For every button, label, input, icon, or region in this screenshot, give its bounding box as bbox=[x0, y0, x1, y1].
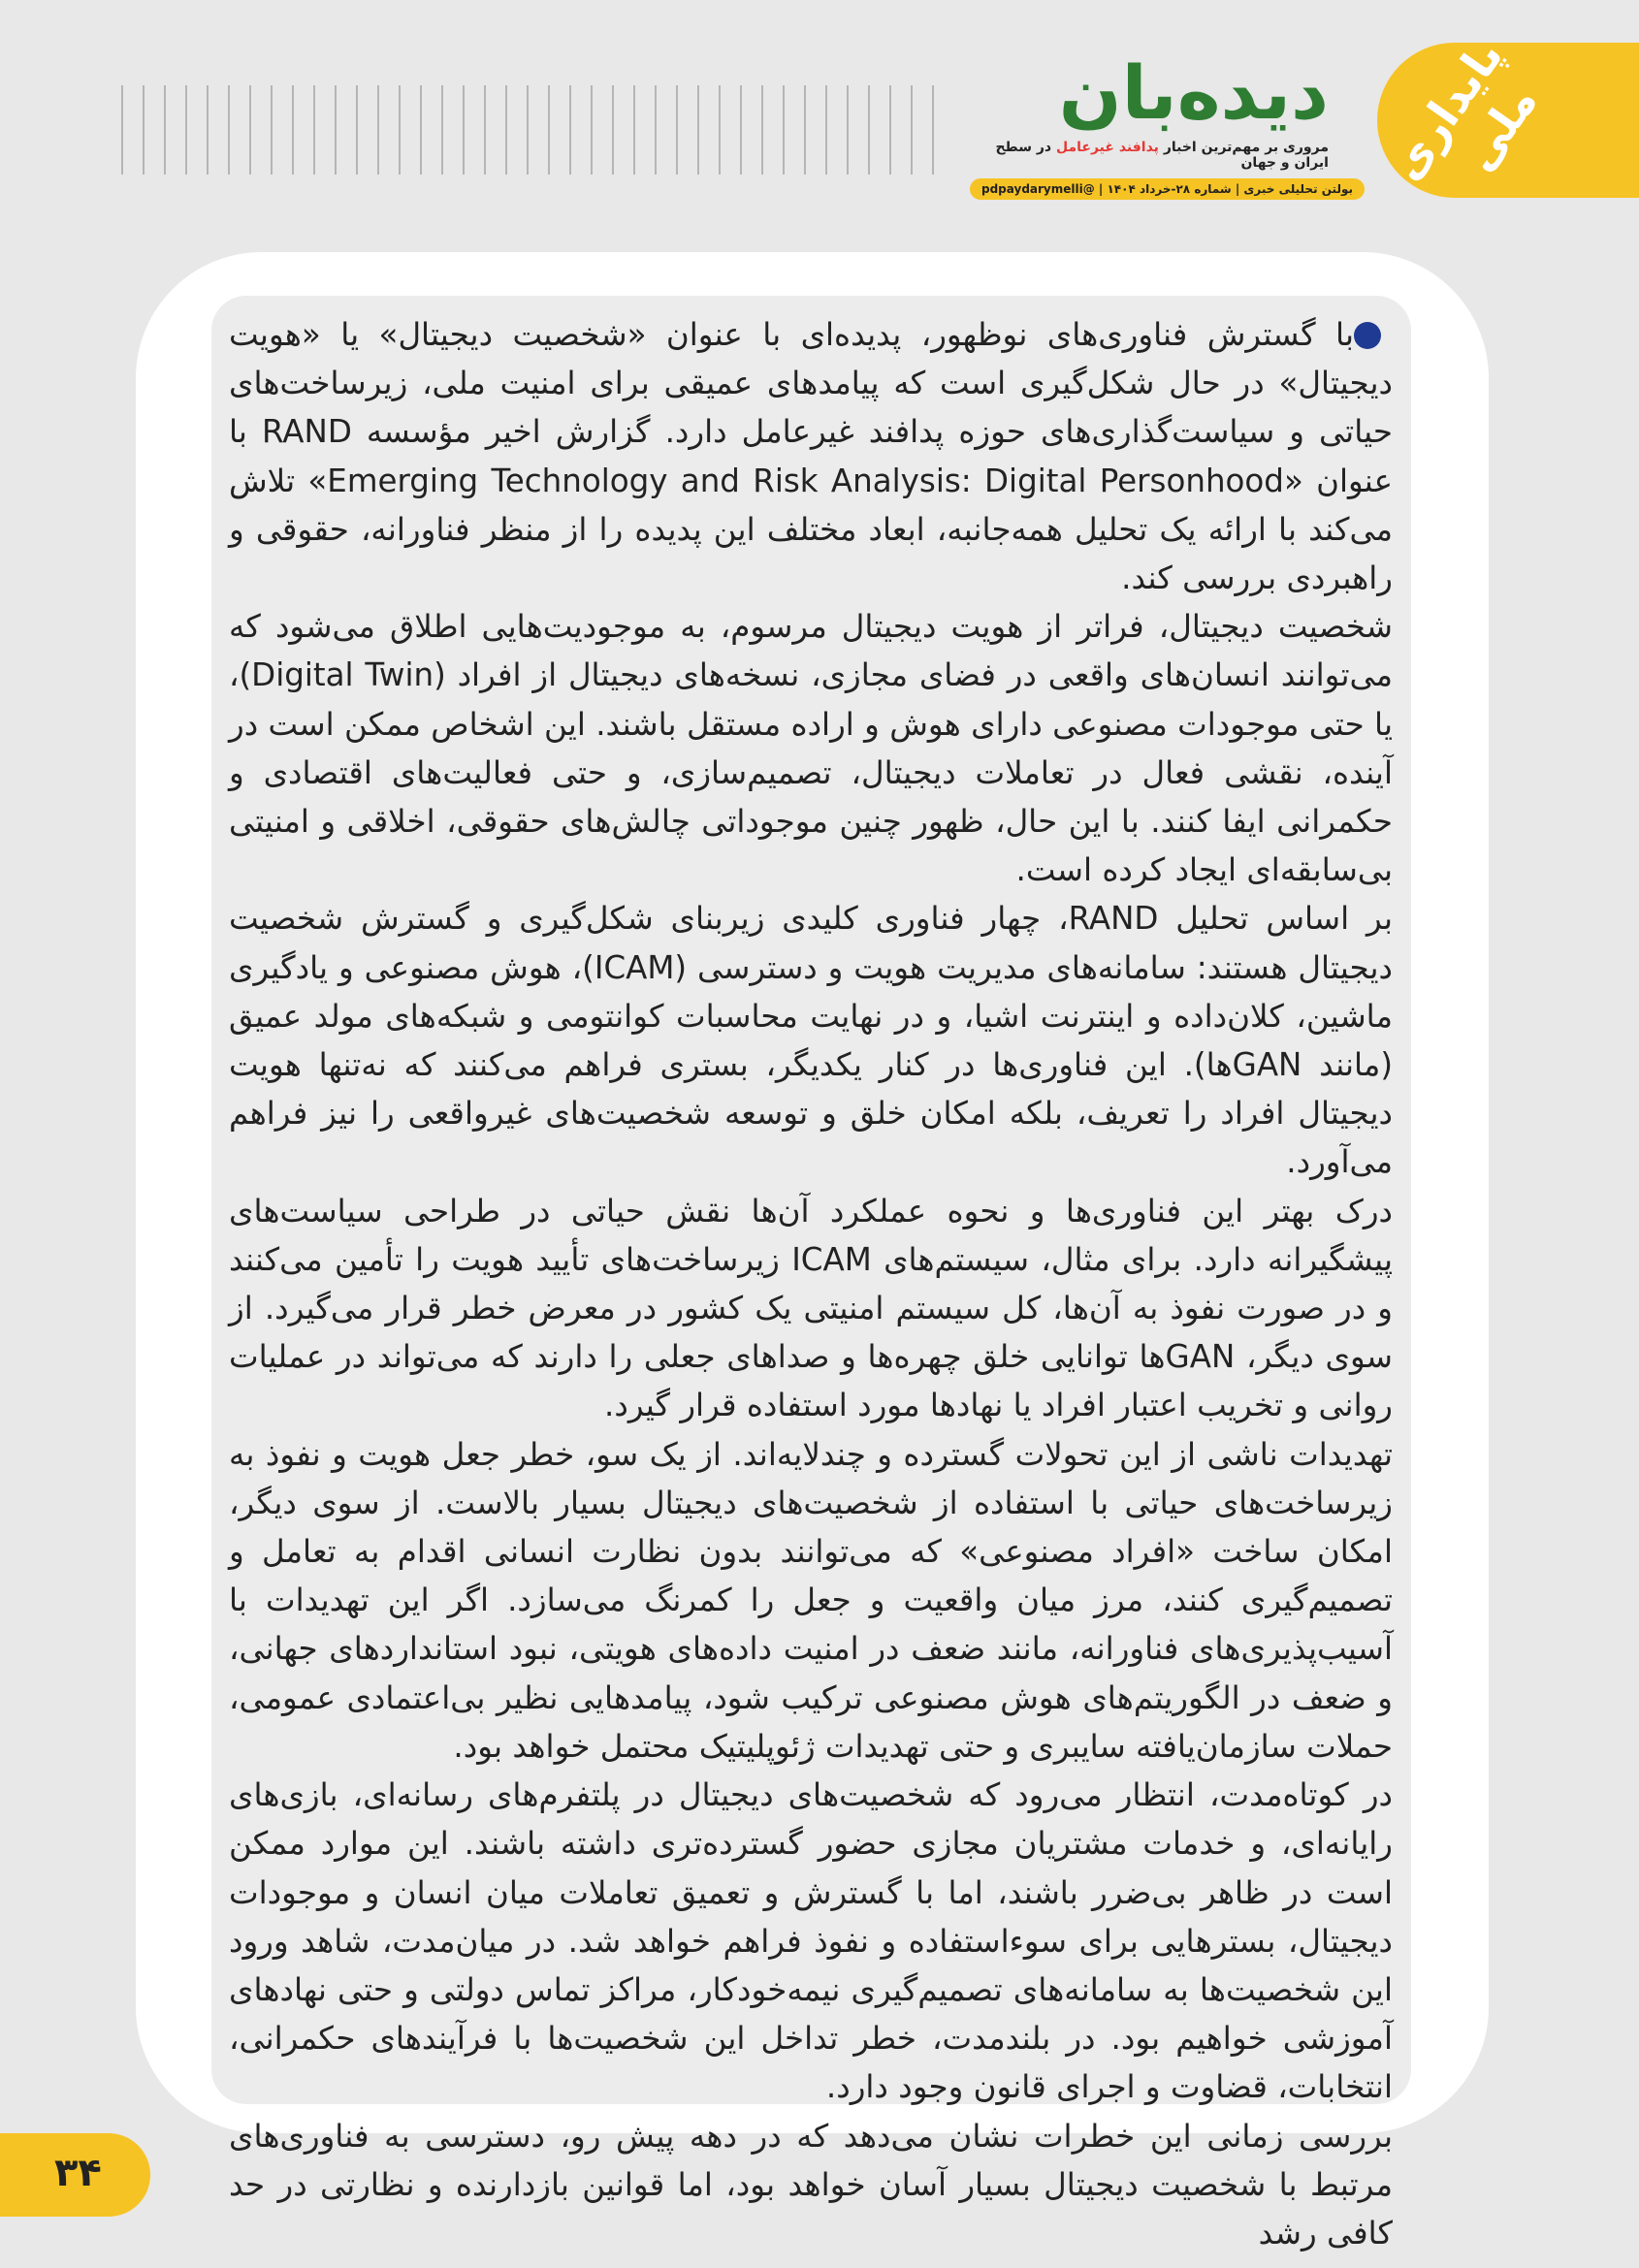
page-header bbox=[0, 0, 1604, 223]
decorative-stripes bbox=[121, 85, 936, 175]
tagline-suffix: در سطح ایران و جهان bbox=[995, 140, 1329, 171]
tagline-prefix: مروری بر مهم‌ترین اخبار bbox=[1163, 140, 1329, 155]
article-paragraph: درک بهتر این فناوری‌ها و نحوه عملکرد آن‌ها نقش حیاتی در طراحی سیاست‌های پیشگیرانه دارد. برای مثال، سیستم‌های ICAM زیرساخت‌های تأیید هویت را تأمین می‌کنند و در صورت نفوذ به آن‌ها، کل سیستم امنیتی یک کشور در معرض خطر قرار می‌گیرد. از سوی دیگر، GANها توانایی خلق چهره‌ها و صداهای جعلی را دارند که می‌تواند در عملیات روانی و تخریب اعتبار افراد یا نهادها مورد استفاده قرار گیرد. bbox=[229, 1192, 1394, 1424]
masthead bbox=[970, 47, 1353, 207]
page-number: ۳۴ bbox=[54, 2151, 102, 2195]
article-paragraph: تهدیدات ناشی از این تحولات گسترده و چندلایه‌اند. از یک سو، خطر جعل هویت و نفوذ به زیرساخت‌های حیاتی با استفاده از شخصیت‌های دیجیتال بسیار بالاست. از سوی دیگر، امکان ساخت «افراد مصنوعی» که می‌توانند بدون نظارت انسانی اقدام به تعامل و تصمیم‌گیری کنند، مرز میان واقعیت و جعل را کمرنگ می‌سازد. اگر این تهدیدات با آسیب‌پذیری‌های فناورانه، مانند ضعف در امنیت داده‌های هویتی، نبود استانداردهای جهانی، و ضعف در الگوریتم‌های هوش مصنوعی ترکیب شود، پیامدهایی نظیر بی‌اعتمادی عمومی، حملات سازمان‌یافته سایبری و حتی تهدیدات ژئوپلیتیک محتمل خواهد بود. bbox=[229, 1435, 1393, 1765]
article-paragraph: شخصیت دیجیتال، فراتر از هویت دیجیتال مرسوم، به موجودیت‌هایی اطلاق می‌شود که می‌توانند انسان‌های واقعی در فضای مجازی، نسخه‌های دیجیتال از افراد (Digital Twin)، یا حتی موجودات مصنوعی دارای هوش و اراده مستقل باشند. این اشخاص ممکن است در آینده، نقشی فعال در تعاملات دیجیتال، تصمیم‌سازی، و حتی فعالیت‌های اقتصادی و حکمرانی ایفا کنند. با این حال، ظهور چنین موجوداتی چالش‌های حقوقی، اخلاقی و امنیتی بی‌سابقه‌ای ایجاد کرده است. bbox=[229, 608, 1393, 889]
article-body bbox=[229, 310, 1394, 2252]
article-paragraph: در کوتاه‌مدت، انتظار می‌رود که شخصیت‌های دیجیتال در پلتفرم‌های رسانه‌ای، بازی‌های رایانه‌ای، و خدمات مشتریان مجازی حضور گسترده‌تری داشته باشند. این موارد ممکن است در ظاهر بی‌ضرر باشند، اما با گسترش و تعمیق تعاملات میان انسان و موجودات دیجیتال، بسترهایی برای سوءاستفاده و نفوذ فراهم خواهد شد. در میان‌مدت، شاهد ورود این شخصیت‌ها به سامانه‌های تصمیم‌گیری نیمه‌خودکار، مراکز تماس دولتی و حتی نهادهای آموزشی خواهیم بود. در بلندمدت، خطر تداخل این شخصیت‌ها با فرآیندهای حکمرانی، انتخابات، قضاوت و اجرای قانون وجود دارد. bbox=[229, 1776, 1393, 2106]
tagline-highlight: پدافند غیرعامل bbox=[1055, 140, 1159, 155]
brand-badge-text: پایداری ملی bbox=[1379, 30, 1548, 190]
article-paragraph: بررسی زمانی این خطرات نشان می‌دهد که در دهه پیش رو، دسترسی به فناوری‌های مرتبط با شخصیت دیجیتال بسیار آسان خواهد بود، اما قوانین بازدارنده و نظارتی در حد کافی رشد bbox=[229, 2117, 1393, 2252]
issue-meta: بولتن تحلیلی خبری | شماره ۲۸-خرداد ۱۴۰۴ | @pdpaydarymelli bbox=[970, 178, 1365, 200]
article-paragraph: با گسترش فناوری‌های نوظهور، پدیده‌ای با عنوان «شخصیت دیجیتال» یا «هویت دیجیتال» در حال شکل‌گیری است که پیامدهای عمیقی برای امنیت ملی، زیرساخت‌های حیاتی و سیاست‌گذاری‌های حوزه پدافند غیرعامل دارد. گزارش اخیر مؤسسه RAND با عنوان «Emerging Technology and Risk Analysis: Digital Personhood» تلاش می‌کند با ارائه یک تحلیل همه‌جانبه، ابعاد مختلف این پدیده را از منظر فناورانه، حقوقی و راهبردی بررسی کند. bbox=[229, 316, 1393, 597]
article-paragraph: بر اساس تحلیل RAND، چهار فناوری کلیدی زیربنای شکل‌گیری و گسترش شخصیت دیجیتال هستند: سامانه‌های مدیریت هویت و دسترسی (ICAM)، هوش مصنوعی و یادگیری ماشین، کلان‌داده و اینترنت اشیا، و در نهایت محاسبات کوانتومی و شبکه‌های مولد عمیق (مانند GANها). این فناوری‌ها در کنار یکدیگر، بستری فراهم می‌کنند که نه‌تنها هویت دیجیتال افراد را تعریف، بلکه امکان خلق و توسعه شخصیت‌های غیرواقعی را نیز فراهم می‌آورد. bbox=[229, 900, 1394, 1181]
brand-badge bbox=[1377, 30, 1639, 198]
page-number-tab bbox=[0, 2133, 150, 2217]
masthead-logo: دیده‌بان bbox=[1058, 49, 1329, 136]
masthead-tagline bbox=[970, 140, 1329, 171]
